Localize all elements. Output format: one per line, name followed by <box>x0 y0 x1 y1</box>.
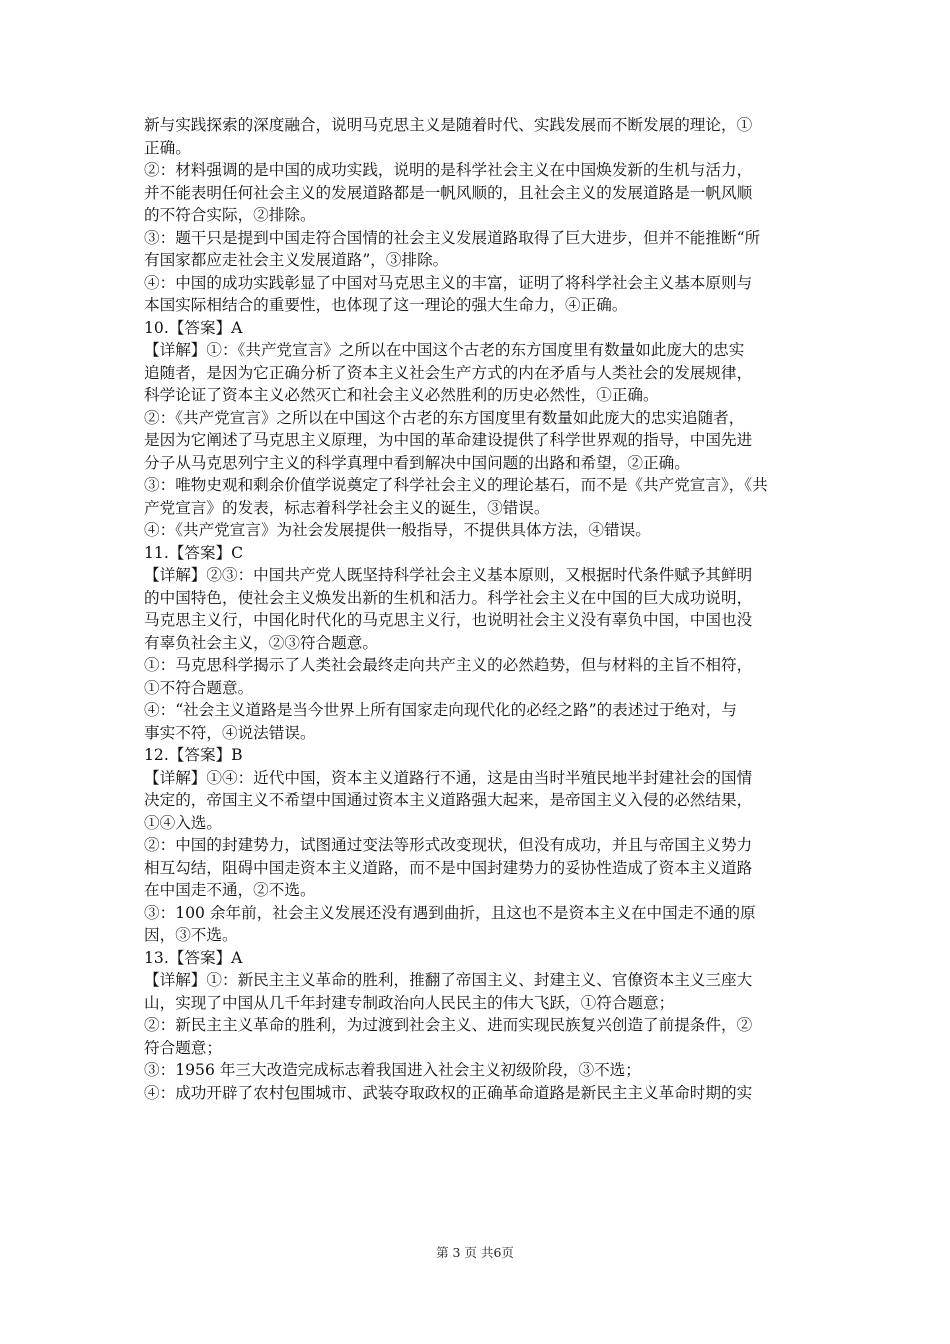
text-line: 产党宣言》的发表，标志着科学社会主义的诞生，③错误。 <box>144 498 550 517</box>
text-line: 【详解】①：新民主主义革命的胜利，推翻了帝国主义、封建主义、官僚资本主义三座大 <box>144 971 753 989</box>
text-line: ②：新民主主义革命的胜利，为过渡到社会主义、进而实现民族复兴创造了前提条件，② <box>144 1016 753 1034</box>
text-line: 本国实际相结合的重要性，也体现了这一理论的强大生命力，④正确。 <box>144 296 628 314</box>
text-line: 【详解】②③：中国共产党人既坚持科学社会主义基本原则，又根据时代条件赋予其鲜明 <box>144 566 753 584</box>
text-line: ①不符合题意。 <box>144 678 254 697</box>
text-line: 有辜负社会主义，②③符合题意。 <box>144 633 378 652</box>
answer-heading: 10.【答案】A <box>144 318 243 337</box>
text-line: 分子从马克思列宁主义的科学真理中看到解决中国问题的出路和希望，②正确。 <box>144 453 690 472</box>
text-line: 追随者，是因为它正确分析了资本主义社会生产方式的内在矛盾与人类社会的发展规律， <box>144 363 753 382</box>
text-line: ②：中国的封建势力，试图通过变法等形式改变现状，但没有成功，并且与帝国主义势力 <box>144 836 753 854</box>
text-line: 新与实践探索的深度融合，说明马克思主义是随着时代、实践发展而不断发展的理论，① <box>144 116 753 134</box>
text-line: 的不符合实际，②排除。 <box>144 206 316 224</box>
text-line: 科学论证了资本主义必然灭亡和社会主义必然胜利的历史必然性，①正确。 <box>144 386 659 404</box>
text-line: ②：《共产党宣言》之所以在中国这个古老的东方国度里有数量如此庞大的忠实追随者， <box>144 408 745 427</box>
answer-heading: 12.【答案】B <box>144 746 243 764</box>
text-line: ③：1956 年三大改造完成标志着我国进入社会主义初级阶段，③不选； <box>144 1061 641 1079</box>
text-line: 的中国特色，使社会主义焕发出新的生机和活力。科学社会主义在中国的巨大成功说明， <box>144 588 753 607</box>
text-line: 【详解】①：《共产党宣言》之所以在中国这个古老的东方国度里有数量如此庞大的忠实 <box>144 341 745 359</box>
text-line: 山，实现了中国从几千年封建专制政治向人民民主的伟大飞跃，①符合题意； <box>144 993 675 1012</box>
text-line: 在中国走不通，②不选。 <box>144 881 316 899</box>
text-line: 有国家都应走社会主义发展道路”，③排除。 <box>144 251 449 269</box>
text-line: 决定的，帝国主义不希望中国通过资本主义道路强大起来，是帝国主义入侵的必然结果， <box>144 791 753 809</box>
text-line: ④：中国的成功实践彰显了中国对马克思主义的丰富，证明了将科学社会主义基本原则与 <box>144 273 753 292</box>
text-line: 相互勾结，阻碍中国走资本主义道路，而不是中国封建势力的妥协性造成了资本主义道路 <box>144 858 753 877</box>
text-line: ①④入选。 <box>144 813 222 832</box>
page-footer: 第 3 页 共6页 <box>436 1245 514 1260</box>
text-line: ③：唯物史观和剩余价值学说奠定了科学社会主义的理论基石，而不是《共产党宣言》，《共 <box>144 476 768 494</box>
text-line: 是因为它阐述了马克思主义原理，为中国的革命建设提供了科学世界观的指导，中国先进 <box>144 431 753 449</box>
text-line: ④：“社会主义道路是当今世界上所有国家走向现代化的必经之路”的表述过于绝对，与 <box>144 701 737 719</box>
text-line: ①：马克思科学揭示了人类社会最终走向共产主义的必然趋势，但与材料的主旨不相符， <box>144 656 753 674</box>
text-line: 并不能表明任何社会主义的发展道路都是一帆风顺的，且社会主义的发展道路是一帆风顺 <box>144 183 753 202</box>
text-line: 因，③不选。 <box>144 926 238 944</box>
text-line: 【详解】①④：近代中国，资本主义道路行不通，这是由当时半殖民地半封建社会的国情 <box>144 768 753 787</box>
text-line: ④：《共产党宣言》为社会发展提供一般指导，不提供具体方法，④错误。 <box>144 521 651 539</box>
answer-heading: 13.【答案】A <box>144 948 243 967</box>
text-line: ③：100 余年前，社会主义发展还没有遇到曲折，且这也不是资本主义在中国走不通的原 <box>144 903 756 922</box>
text-line: 正确。 <box>144 138 191 157</box>
page-body <box>144 114 812 1104</box>
text-line: 事实不符，④说法错误。 <box>144 723 316 742</box>
text-line: 马克思主义行，中国化时代化的马克思主义行，也说明社会主义没有辜负中国，中国也没 <box>144 611 753 629</box>
text-line: ②：材料强调的是中国的成功实践，说明的是科学社会主义在中国焕发新的生机与活力， <box>144 161 753 179</box>
text-line: ④：成功开辟了农村包围城市、武装夺取政权的正确革命道路是新民主主义革命时期的实 <box>144 1083 753 1102</box>
text-line: 符合题意； <box>144 1038 222 1057</box>
answer-heading: 11.【答案】C <box>144 543 244 562</box>
text-line: ③：题干只是提到中国走符合国情的社会主义发展道路取得了巨大进步，但并不能推断“所 <box>144 228 761 247</box>
